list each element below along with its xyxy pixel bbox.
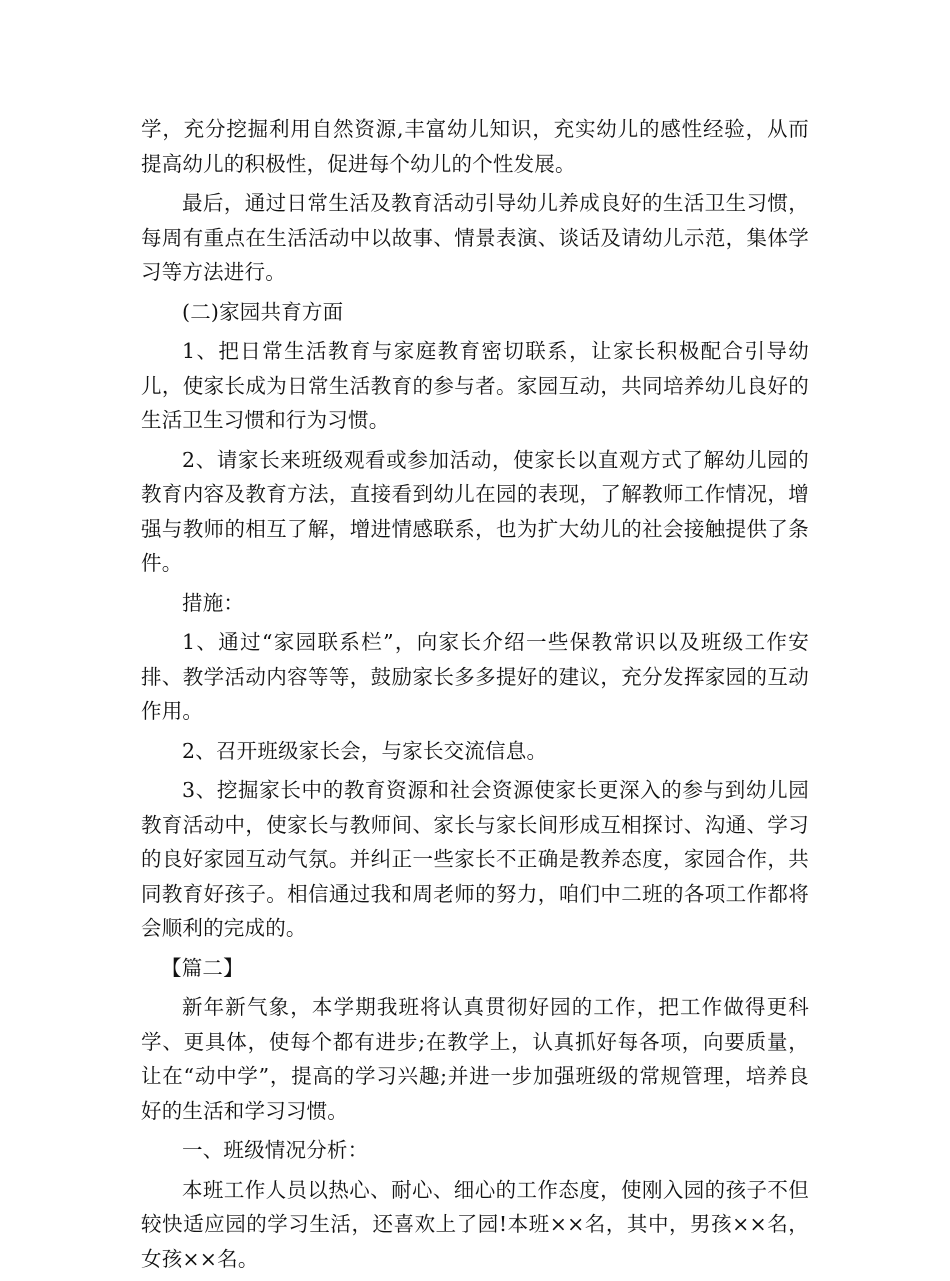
section-heading-home-school: (二)家园共育方面 [182, 299, 344, 324]
paragraph-new-year: 新年新气象，本学期我班将认真贯彻好园的工作，把工作做得更科学、更具体，使每个都有进步;在教学上，认真抓好每各项，向要质量，让在“动中学”，提高的学习兴趣;并进一步加强班级的常规管理，培养良好的生活和学习习惯。 [141, 995, 809, 1123]
measure-item-3: 3、挖掘家长中的教育资源和社会资源使家长更深入的参与到幼儿园教育活动中，使家长与教师间、家长与家长间形成互相探讨、沟通、学习的良好家园互动气氛。并纠正一些家长不正确是教养态度，家园合作，共同教育好孩子。相信通过我和周老师的努力，咱们中二班的各项工作都将会顺利的完成的。 [141, 778, 809, 940]
paragraph-continuation: 学，充分挖掘利用自然资源,丰富幼儿知识，充实幼儿的感性经验，从而提高幼儿的积极性，促进每个幼儿的个性发展。 [141, 117, 809, 176]
chapter-heading: 【篇二】 [161, 955, 244, 980]
section-heading-class-analysis: 一、班级情况分析： [182, 1138, 369, 1162]
measure-item-1: 1、通过“家园联系栏”，向家长介绍一些保教常识以及班级工作安排、教学活动内容等等，鼓励家长多多提好的建议，充分发挥家园的互动作用。 [141, 630, 809, 723]
paragraph-class-staff: 本班工作人员以热心、耐心、细心的工作态度，使刚入园的孩子不但较快适应园的学习生活，还喜欢上了园!本班××名，其中，男孩××名，女孩××名。 [141, 1177, 809, 1271]
measures-label: 措施： [182, 590, 245, 615]
document-body [141, 112, 809, 1281]
paragraph-daily-habits: 最后，通过日常生活及教育活动引导幼儿养成良好的生活卫生习惯，每周有重点在生活活动中以故事、情景表演、谈话及请幼儿示范，集体学习等方法进行。 [141, 191, 809, 284]
measure-item-2: 2、召开班级家长会，与家长交流信息。 [182, 738, 548, 763]
paragraph-item-1: 1、把日常生活教育与家庭教育密切联系，让家长积极配合引导幼儿，使家长成为日常生活教育的参与者。家园互动，共同培养幼儿良好的生活卫生习惯和行为习惯。 [141, 339, 809, 432]
paragraph-item-2: 2、请家长来班级观看或参加活动，使家长以直观方式了解幼儿园的教育内容及教育方法，直接看到幼儿在园的表现，了解教师工作情况，增强与教师的相互了解，增进情感联系，也为扩大幼儿的社会接触提供了条件。 [141, 447, 809, 575]
